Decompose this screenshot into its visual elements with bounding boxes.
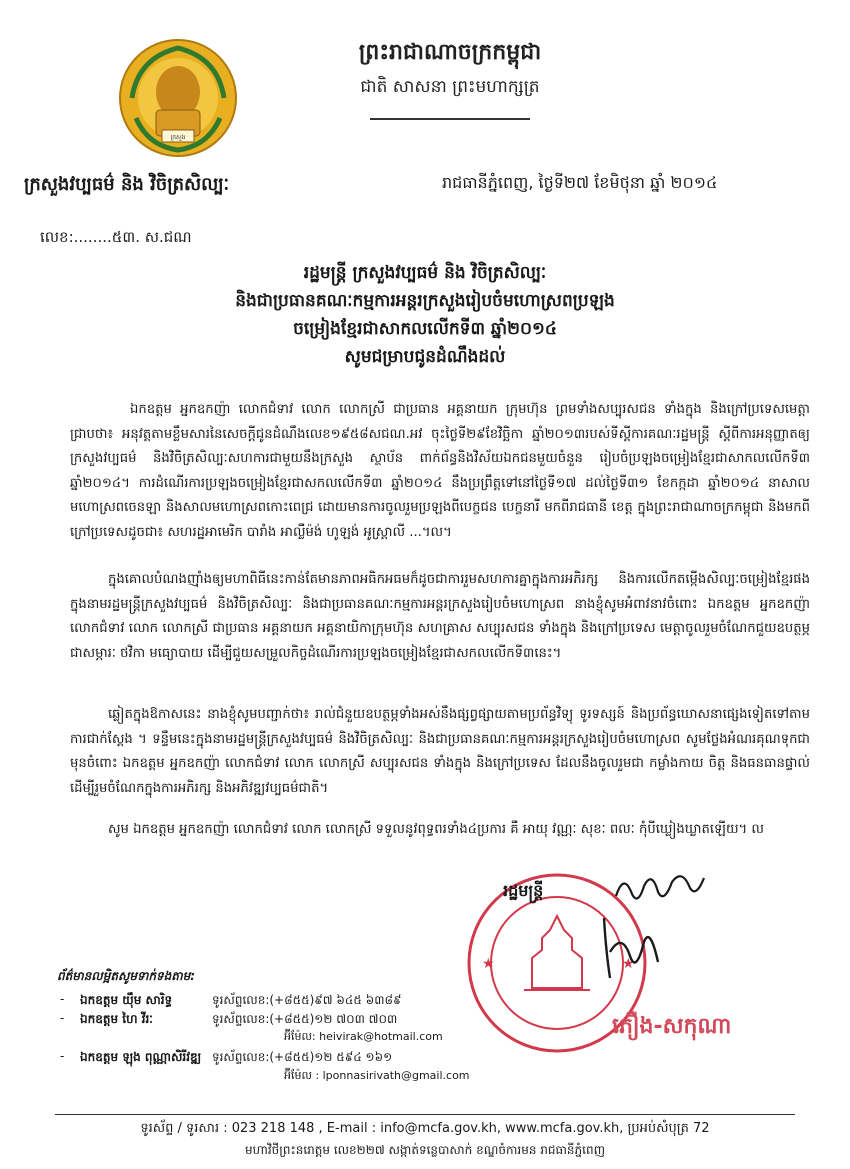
title-line-2: និងជាប្រធានគណៈកម្មការអន្តរក្រសួងរៀបចំមហោស្រពប្រឡង (235, 291, 615, 311)
contact-bullet: - (60, 992, 65, 1006)
svg-text:★: ★ (482, 956, 495, 972)
kingdom-title: ព្រះរាជាណាចក្រកម្ពុជា (358, 40, 542, 65)
contact-phone: ទូរស័ព្ទលេខ:(+៨៥៥)១២ ៧០៣ ៧០៣ (212, 1012, 398, 1026)
ministry-logo (118, 38, 238, 158)
paragraph-2: ក្នុងគោលបំណងញ៉ាំងឲ្យមហាពិធីនេះកាន់តែមានភាពអធិកអធមក៏ដូចជាការរួមសហការគ្នាក្នុងការអភិរក្ស និងការលើកតម្កើងសិល្បៈចម្រៀងខ្មែរផង ក្នុងនាមរដ្ឋមន្ត្រីក្រសួងវប្បធម៌ និងវិចិត្រសិល្បៈ និងជាប្រធានគណៈកម្មការអន្តរក្រសួងរៀបចំមហោស្រព នាងខ្ញុំសូមអំពាវនាវចំពោះ ឯកឧត្តម អ្នកឧកញ៉ា លោកជំទាវ លោក លោកស្រី ជាប្រធាន អគ្គនាយក អគ្គនាយិកាក្រុមហ៊ុន សហគ្រាស សប្បុរសជន ទាំងក្នុង និងក្រៅប្រទេស មេត្តាចូលរួមចំណែកជួយឧបត្ថម្ភជាសម្ភារៈ ថវិកា មធ្យោបាយ ដើម្បីជួយសម្រួលកិច្ចដំណើរការប្រឡងចម្រៀងខ្មែរជាសកលលើកទី៣នេះ។ (70, 572, 810, 661)
signer-name: ភឿង-សកុណា (612, 1014, 732, 1039)
handwritten-signature (596, 912, 666, 984)
motto-divider (370, 118, 530, 120)
contact-name: ឯកឧត្តម ឡុង ពុណ្ណាសិរីវឌ្ឍ (80, 1050, 202, 1064)
title-line-1: រដ្ឋមន្ត្រី ក្រសួងវប្បធម៌ និង វិចិត្រសិល្បៈ (303, 263, 547, 283)
contact-name: ឯកឧត្តម ហៃ វីរៈ (80, 1012, 153, 1026)
svg-text:★: ★ (622, 956, 635, 972)
paragraph-1: ឯកឧត្តម អ្នកឧកញ៉ា លោកជំទាវ លោក លោកស្រី ជាប្រធាន អគ្គនាយក ក្រុមហ៊ុន ព្រមទាំងសប្បុរសជន ទាំងក្នុង និងក្រៅប្រទេសមេត្តាជ្រាបថា៖ អនុវត្តតាមខ្លឹមសារនៃសេចក្តីជូនដំណឹងលេខ១៩៥៨សជណ.អវ ចុះថ្ងៃទី២៩ខែវិច្ឆិកា ឆ្នាំ២០១៣របស់ទីស្តីការគណៈរដ្ឋមន្ត្រី ស្តីពីការអនុញ្ញាតឲ្យក្រសួងវប្បធម៌ និងវិចិត្រសិល្បៈសហការជាមួយនឹងក្រសួង ស្ថាប័ន ពាក់ព័ន្ធនិងវិស័យឯកជនមួយចំនួន រៀបចំប្រឡងចម្រៀងខ្មែរជាសាកលលើកទី៣ ឆ្នាំ២០១៤។ ការដំណើរការប្រឡងចម្រៀងខ្មែរជាសកលលើកទី៣ ឆ្នាំ២០១៤ នឹងប្រព្រឹត្តទៅនៅថ្ងៃទី១៧ ដល់ថ្ងៃទី៣១ ខែកក្កដា ឆ្នាំ២០១៤ នាសាលមហោស្រពចេនឡា និងសាលមហោស្រពកោះពេជ្រ ដោយមានការចូលរួមប្រឡងពីបេក្ខជន បេក្ខនារី មកពីរាជធានី ខេត្ត ក្នុងព្រះរាជាណាចក្រកម្ពុជា និងមកពីក្រៅប្រទេសដូចជា៖ សហរដ្ឋអាមេរិក បារាំង អាល្លឺម៉ង់ ហូឡង់ អូស្ត្រាលី ...។ល។ (70, 402, 810, 540)
reference-number: លេខ:........៥៣. ស.ជណ (40, 228, 192, 246)
contact-bullet: - (60, 1011, 65, 1025)
title-line-4: សូមជម្រាបជូនដំណឹងដល់ (344, 347, 506, 367)
paragraph-4: សូម ឯកឧត្តម អ្នកឧកញ៉ា លោកជំទាវ លោក លោកស្រី ទទួលនូវពុទ្ធពរទាំង៤ប្រការ គឺ អាយុ វណ្ណៈ សុខៈ ពលៈ កុំបីឃ្លៀងឃ្លាតឡើយ។ ល (108, 822, 764, 837)
document-date: រាជធានីភ្នំពេញ, ថ្ងៃទី២៧ ខែមិថុនា ឆ្នាំ ២០១៤ (442, 173, 718, 192)
contact-heading: ព័ត៌មានលម្អិតសូមទាក់ទងតាម: (57, 969, 196, 983)
contact-name: ឯកឧត្តម យ៉ឹម សារិទ្ធ (80, 993, 173, 1007)
footer-divider (55, 1114, 795, 1115)
contact-email[interactable]: អ៊ីម៉ែល : lponnasirivath@gmail.com (284, 1069, 470, 1082)
contact-phone: ទូរស័ព្ទលេខ:(+៨៥៥)១២ ៥៩៤ ១៦១ (212, 1050, 393, 1064)
footer-contact: ទូរស័ព្ទ / ទូរសារ : 023 218 148 , E-mail : info@mcfa.gov.kh, www.mcfa.gov.kh, ប្រអប់សំបុត្រ 72 (140, 1121, 710, 1136)
paragraph-3: ឆ្លៀតក្នុងឱកាសនេះ នាងខ្ញុំសូមបញ្ជាក់ថា៖ រាល់ជំនួយឧបត្ថម្ភទាំងអស់នឹងផ្សព្វផ្សាយតាមប្រព័ន្ធវិទ្យុ ទូរទស្សន៍ និងប្រព័ន្ធឃោសនាផ្សេងទៀតទៅតាមការជាក់ស្តែង ។ ទន្ទឹមនេះក្នុងនាមរដ្ឋមន្ត្រីក្រសួងវប្បធម៌ និងវិចិត្រសិល្បៈ និងជាប្រធានគណៈកម្មការអន្តរក្រសួងរៀបចំមហោស្រព សូមថ្លែងអំណរគុណទុកជាមុនចំពោះ ឯកឧត្តម អ្នកឧកញ៉ា លោកជំទាវ លោក លោកស្រី សប្បុរសជន ទាំងក្នុង និងក្រៅប្រទេស ដែលនឹងចូលរួមជា កម្លាំងកាយ ចិត្ត និងធនធានផ្ទាល់ ដើម្បីរួមចំណែកក្នុងការអភិរក្ស និងអភិវឌ្ឍវប្បធម៌ជាតិ។ (70, 707, 810, 796)
contact-email[interactable]: អ៊ីម៉ែល: heivirak@hotmail.com (284, 1030, 443, 1043)
contact-bullet: - (60, 1049, 65, 1063)
national-motto: ជាតិ សាសនា ព្រះមហាក្សត្រ (360, 77, 540, 97)
contact-phone: ទូរស័ព្ទលេខ:(+៨៥៥)៩៧ ៦៤៥ ៦៣៨៩ (212, 993, 402, 1007)
ministry-name: ក្រសួងវប្បធម៌ និង វិចិត្រសិល្បៈ (24, 174, 230, 195)
logo-text: ក្រសួង (170, 134, 186, 141)
footer-address: មហាវិថីព្រះនរោត្តម លេខ២២៧ សង្កាត់ទន្លេបាសាក់ ខណ្ឌចំការមន រាជធានីភ្នំពេញ (244, 1143, 606, 1157)
title-line-3: ចម្រៀងខ្មែរជាសាកលលើកទី៣ ឆ្នាំ២០១៤ (293, 319, 557, 339)
signer-position: រដ្ឋមន្ត្រី (503, 881, 544, 900)
signature-scribble (612, 868, 708, 908)
